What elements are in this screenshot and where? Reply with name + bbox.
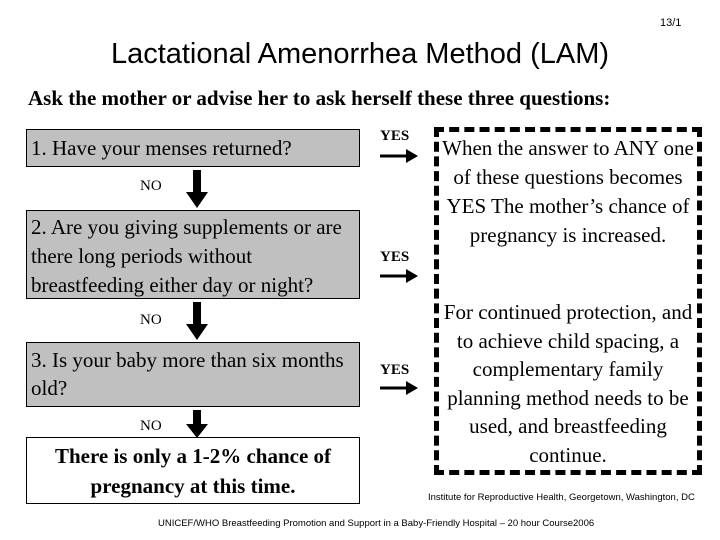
low-chance-result-box bbox=[26, 437, 360, 504]
question-1-box bbox=[26, 129, 360, 167]
low-chance-result-text: There is only a 1-2% chance of pregnancy at this time. bbox=[54, 444, 332, 498]
question-2-yes-label: YES bbox=[380, 249, 410, 265]
question-1-no-arrow-icon bbox=[184, 170, 210, 210]
question-3-text: 3. Is your baby more than six months old? bbox=[31, 348, 344, 400]
question-1-text: 1. Have your menses returned? bbox=[31, 136, 292, 160]
question-3-no-arrow-icon bbox=[184, 410, 210, 440]
question-1-yes-label: YES bbox=[380, 128, 410, 144]
slide-number: 13/1 bbox=[660, 17, 682, 29]
institute-credit: Institute for Reproductive Health, Georgetown, Washington, DC bbox=[428, 492, 695, 503]
instruction-subtitle: Ask the mother or advise her to ask herself these three questions: bbox=[28, 86, 611, 110]
question-2-text: 2. Are you giving supplements or are there long periods without breastfeeding either day or night? bbox=[31, 215, 342, 297]
question-2-box bbox=[26, 210, 360, 299]
question-3-yes-arrow-icon bbox=[380, 378, 420, 398]
advice-paragraph-1: When the answer to ANY one of these questions becomes YES The mother’s chance of pregnancy is increased. bbox=[442, 136, 694, 247]
question-2-no-label: NO bbox=[140, 312, 162, 328]
slide-title: Lactational Amenorrhea Method (LAM) bbox=[110, 38, 610, 70]
course-credit: UNICEF/WHO Breastfeeding Promotion and Support in a Baby-Friendly Hospital – 20 hour Course2006 bbox=[158, 518, 595, 529]
question-3-yes-label: YES bbox=[380, 362, 410, 378]
question-3-box bbox=[26, 342, 360, 407]
question-2-no-arrow-icon bbox=[184, 302, 210, 342]
question-2-yes-arrow-icon bbox=[380, 266, 420, 286]
question-1-yes-arrow-icon bbox=[380, 146, 420, 166]
question-1-no-label: NO bbox=[140, 178, 162, 194]
question-3-no-label: NO bbox=[140, 418, 162, 434]
advice-paragraph-2: For continued protection, and to achieve child spacing, a complementary family planning method needs to be used, and breastfeeding continue. bbox=[443, 300, 693, 467]
